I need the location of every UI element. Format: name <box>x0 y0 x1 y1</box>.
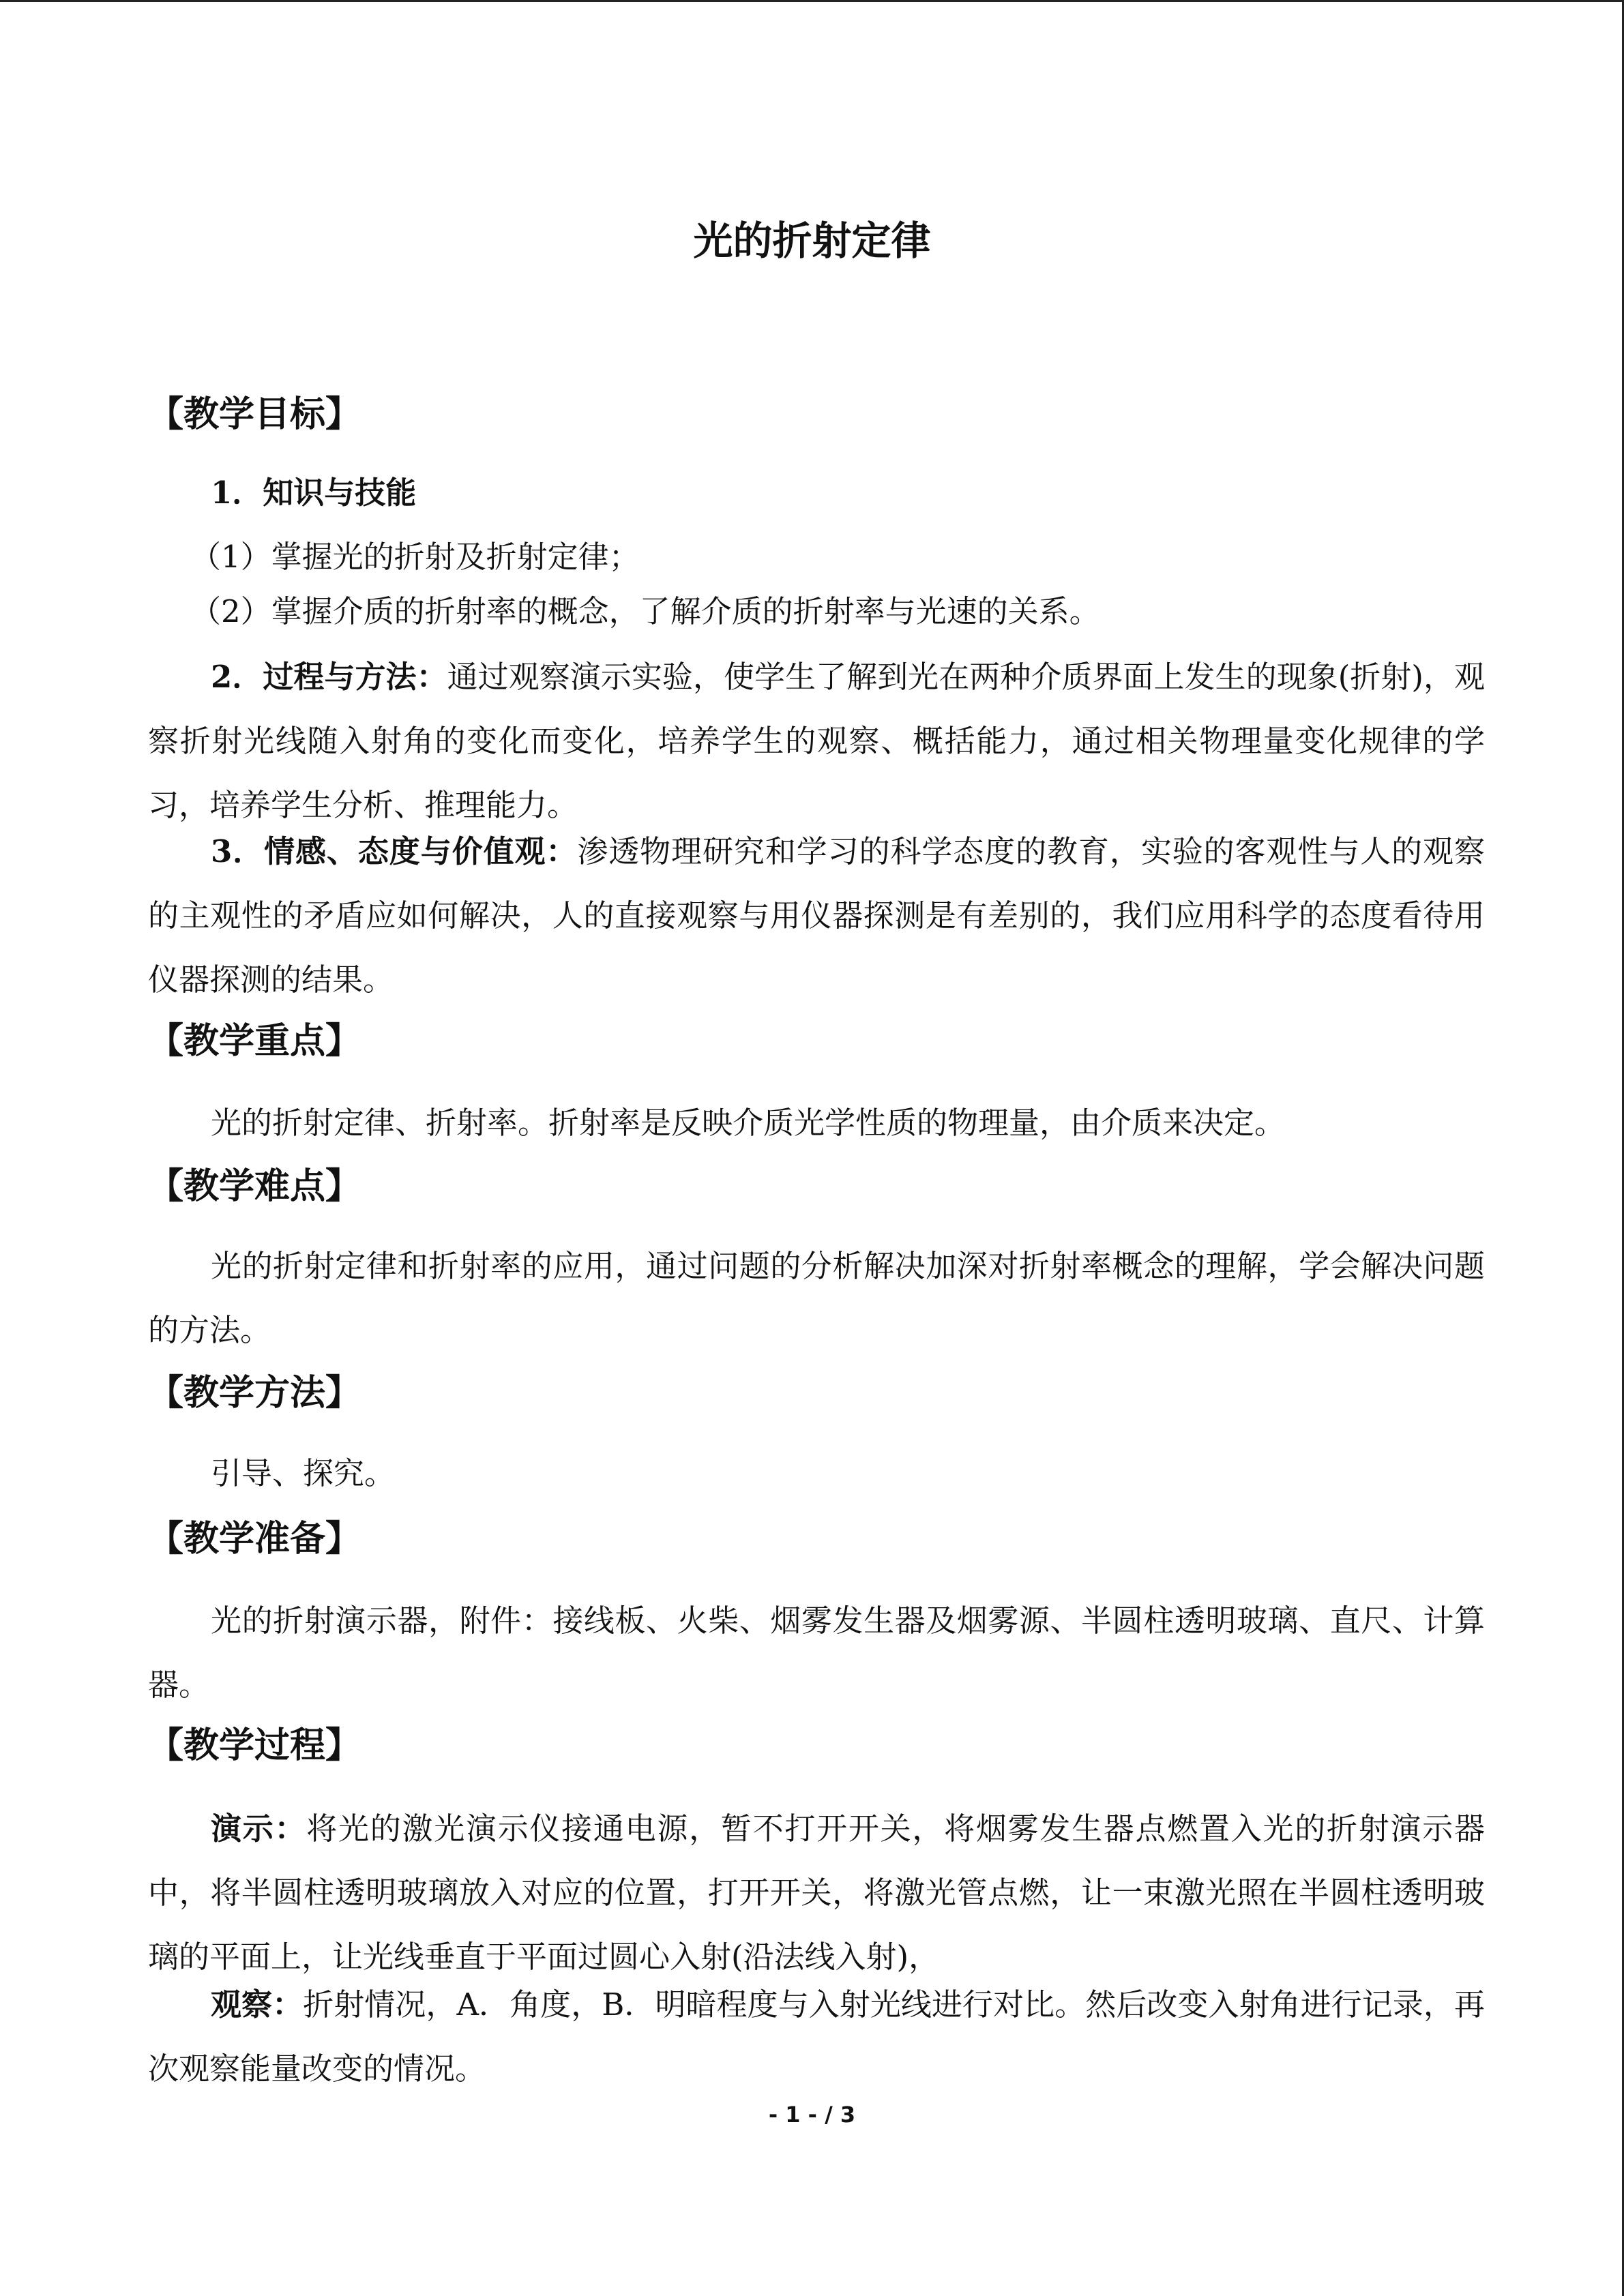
demo-paragraph <box>148 1797 1485 1989</box>
difficulties-text: 光的折射定律和折射率的应用，通过问题的分析解决加深对折射率概念的理解，学会解决问题的方法。 <box>148 1248 1485 1348</box>
demo-text: 将光的激光演示仪接通电源，暂不打开开关，将烟雾发生器点燃置入光的折射演示器中，将半圆柱透明玻璃放入对应的位置，打开开关，将激光管点燃，让一束激光照在半圆柱透明玻璃的平面上，让光线垂直于平面过圆心入射(沿法线入射)， <box>148 1810 1485 1975</box>
heading-process: 【教学过程】 <box>148 1725 361 1766</box>
demo-label: 演示： <box>211 1810 307 1847</box>
document-title: 光的折射定律 <box>693 218 931 264</box>
goal-3-label: 3．情感、态度与价值观： <box>211 833 578 869</box>
goal-2-paragraph <box>148 645 1485 837</box>
preparation-text: 光的折射演示器，附件：接线板、火柴、烟雾发生器及烟雾源、半圆柱透明玻璃、直尺、计算器。 <box>148 1602 1485 1703</box>
goal-2-text: 通过观察演示实验，使学生了解到光在两种介质界面上发生的现象(折射)，观察折射光线随入射角的变化而变化，培养学生的观察、概括能力，通过相关物理量变化规律的学习，培养学生分析、推理能力。 <box>148 659 1485 823</box>
key-points-text: 光的折射定律、折射率。折射率是反映介质光学性质的物理量，由介质来决定。 <box>211 1105 1286 1141</box>
page-edge-top <box>0 0 1624 2</box>
observe-paragraph <box>148 1973 1485 2101</box>
observe-text: 折射情况，A．角度，B．明暗程度与入射光线进行对比。然后改变入射角进行记录，再次观察能量改变的情况。 <box>148 1986 1485 2087</box>
heading-preparation: 【教学准备】 <box>148 1519 361 1560</box>
goal-1-label: 1．知识与技能 <box>211 475 417 511</box>
goal-3-text: 渗透物理研究和学习的科学态度的教育，实验的客观性与人的观察的主观性的矛盾应如何解决，人的直接观察与用仪器探测是有差别的，我们应用科学的态度看待用仪器探测的结果。 <box>148 833 1486 998</box>
heading-teaching-goals: 【教学目标】 <box>148 394 361 435</box>
methods-text: 引导、探究。 <box>211 1455 396 1491</box>
heading-key-points: 【教学重点】 <box>148 1021 361 1062</box>
page-number: - 1 - / 3 <box>768 2102 856 2128</box>
goal-1-sub-2: （2）掌握介质的折射率的概念，了解介质的折射率与光速的关系。 <box>190 593 1100 629</box>
heading-difficulties: 【教学难点】 <box>148 1166 361 1207</box>
heading-methods: 【教学方法】 <box>148 1373 361 1414</box>
observe-label: 观察： <box>211 1986 304 2023</box>
goal-2-label: 2．过程与方法： <box>211 659 447 695</box>
goal-1-sub-1: （1）掌握光的折射及折射定律； <box>190 539 640 575</box>
goal-3-paragraph <box>148 820 1485 1012</box>
